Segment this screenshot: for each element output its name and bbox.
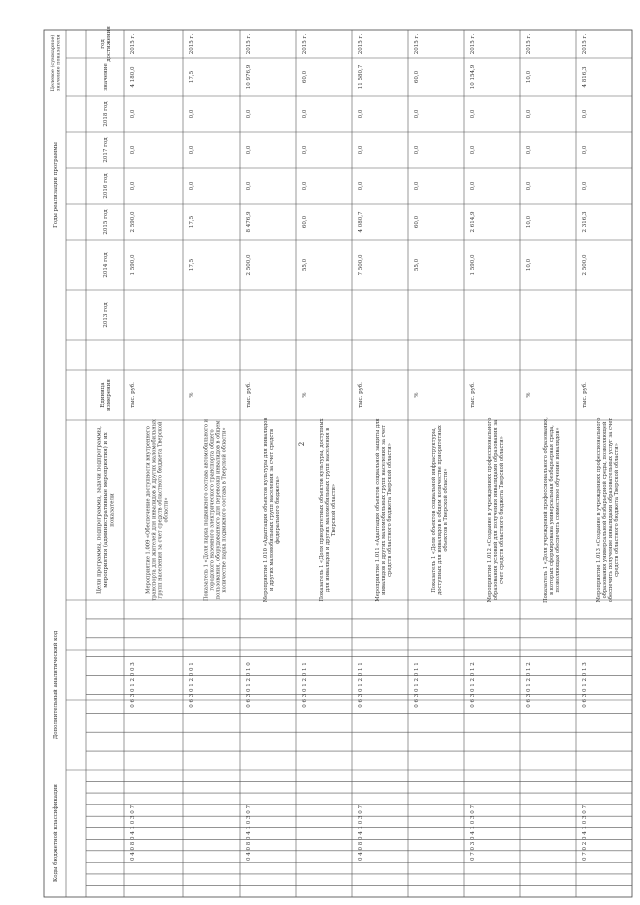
row-target-year: 2015 г. [245, 33, 252, 55]
row-value-2014: 1 590,0 [129, 254, 136, 276]
header-target-value: Целевое (суммарное)значение показателя [49, 34, 62, 92]
row-value-2018: 0,0 [301, 109, 308, 119]
row-analytic-code: 0 6 3 0 1 2 0 0 3 [129, 662, 136, 708]
header-year-2015: 2015 год [102, 209, 109, 235]
row-value-2015: 17,5 [188, 215, 195, 229]
row-value-2015: 4 080,7 [357, 211, 364, 233]
row-value-2014: 2 500,0 [581, 254, 588, 276]
row-value-2016: 0,0 [129, 181, 136, 191]
header-program-period: Годы реализации программы [52, 142, 59, 228]
row-analytic-code: 0 6 3 0 1 2 0 1 0 [245, 662, 252, 708]
header-program-goals: Цели программы, подпрограммы, задачи подпрограммы,мероприятия (административные мероприятия) и ихпоказатели [96, 426, 116, 594]
row-value-2016: 0,0 [469, 181, 476, 191]
row-value-2015: 10,0 [525, 215, 532, 229]
row-value-2017: 0,0 [188, 145, 195, 155]
row-value-2014: 17,5 [188, 258, 195, 272]
row-unit: тыс. руб. [245, 382, 252, 408]
row-description: Мероприятие 1.010 «Адаптация объектов культуры для инвалидови других маломобильных групп населения за счет средствфедерального бюджета» [262, 417, 281, 603]
row-unit: тыс. руб. [357, 382, 364, 408]
header-budget-codes: Коды бюджетной классификации [52, 784, 59, 882]
row-description: Мероприятие 1.009 «Обеспечение доступности внутреннеготранспорта для жителей для инвалидов и других маломобильныхгрупп населения за счет средств областного бюджета Тверскойобласти» [145, 419, 170, 601]
row-target-value: 11 580,7 [357, 64, 364, 90]
row-analytic-code: 0 6 3 0 1 2 0 1 2 [525, 662, 532, 708]
row-value-2018: 0,0 [525, 109, 532, 119]
header-year-2013: 2013 год [102, 302, 109, 328]
row-value-2016: 0,0 [525, 181, 532, 191]
row-value-2018: 0,0 [413, 109, 420, 119]
header-unit: Единицаизмерения [99, 379, 113, 411]
row-target-year: 2015 г. [581, 33, 588, 55]
row-target-year: 2015 г. [413, 33, 420, 55]
row-unit: % [525, 392, 532, 398]
row-value-2016: 0,0 [581, 181, 588, 191]
row-target-value: 4 816,3 [581, 66, 588, 88]
row-value-2014: 10,0 [525, 258, 532, 272]
page-number: 2 [298, 441, 307, 447]
row-value-2017: 0,0 [357, 145, 364, 155]
row-value-2015: 2 590,0 [129, 211, 136, 233]
row-description: Мероприятие 1.012 «Создание в учреждениях профессиональногообразования условий для получения инвалидами образования засчет средств областного бюджета Тверской области» [486, 417, 505, 603]
header-analytic-code: Дополнительный аналитический код [52, 630, 59, 740]
row-analytic-code: 0 6 3 0 1 2 0 1 1 [357, 662, 364, 708]
row-value-2017: 0,0 [301, 145, 308, 155]
row-value-2016: 0,0 [188, 181, 195, 191]
row-budget-codes: 0 4 0 8 0 4 1 0 3 0 7 [245, 805, 252, 861]
row-analytic-code: 0 6 3 0 1 2 0 1 2 [469, 662, 476, 708]
row-unit: тыс. руб. [469, 382, 476, 408]
row-value-2017: 0,0 [129, 145, 136, 155]
row-budget-codes: 0 7 0 2 0 4 1 0 3 0 7 [581, 805, 588, 861]
row-target-year: 2015 г. [357, 33, 364, 55]
row-description: Показатель 1 «Доля объектов социальной инфраструктуры,доступных для инвалидов в общем количестве приоритетныхобъектов в Тверской области» [430, 425, 449, 595]
row-value-2017: 0,0 [469, 145, 476, 155]
row-unit: тыс. руб. [581, 382, 588, 408]
row-analytic-code: 0 6 3 0 1 2 0 0 1 [188, 662, 195, 708]
row-target-value: 10,0 [525, 70, 532, 84]
row-target-value: 60,0 [301, 70, 308, 84]
row-value-2016: 0,0 [245, 181, 252, 191]
row-value-2017: 0,0 [581, 145, 588, 155]
row-target-value: 4 180,0 [129, 66, 136, 88]
row-unit: % [413, 392, 420, 398]
row-value-2014: 55,0 [301, 258, 308, 272]
header-year-2016: 2016 год [102, 173, 109, 199]
row-value-2017: 0,0 [413, 145, 420, 155]
row-description: Показатель 1 «Доля приоритетных объектов культуры, доступныхдля инвалидов и других маломобильных групп населения вТверской области» [318, 418, 337, 602]
header-year-2018: 2018 год [102, 101, 109, 127]
header-year-2017: 2017 год [102, 137, 109, 163]
row-target-value: 10 154,9 [469, 64, 476, 90]
row-budget-codes: 0 7 0 3 0 4 1 0 3 0 7 [469, 805, 476, 861]
row-analytic-code: 0 6 3 0 1 2 0 1 3 [581, 662, 588, 708]
row-description: Показатель 1 «Доля учреждений профессионального образования,в которых сформирована универсальная безбарьерная среда,позволяющая обеспечить совместное обучение инвалидов» [542, 417, 561, 603]
row-value-2018: 0,0 [357, 109, 364, 119]
row-analytic-code: 0 6 3 0 1 2 0 1 1 [301, 662, 308, 708]
row-value-2015: 8 476,9 [245, 211, 252, 233]
row-value-2014: 55,0 [413, 258, 420, 272]
row-target-year: 2015 г. [525, 33, 532, 55]
row-unit: % [188, 392, 195, 398]
row-value-2016: 0,0 [301, 181, 308, 191]
row-budget-codes: 0 4 0 8 0 4 1 0 3 0 7 [357, 805, 364, 861]
row-description: Показатель 1 «Доля парка подвижного состава автомобильного игородского наземного электрического транспорта общегопользования, оборудованного для перевозки инвалидов в общемколичестве парка подвижного состава в Тверской области» [203, 418, 228, 602]
row-target-value: 17,5 [188, 70, 195, 84]
row-budget-codes: 0 4 0 8 0 4 1 0 3 0 7 [129, 805, 136, 861]
row-value-2017: 0,0 [525, 145, 532, 155]
row-value-2016: 0,0 [357, 181, 364, 191]
row-value-2018: 0,0 [188, 109, 195, 119]
row-target-value: 60,0 [413, 70, 420, 84]
row-analytic-code: 0 6 3 0 1 2 0 1 1 [413, 662, 420, 708]
row-unit: тыс. руб. [129, 382, 136, 408]
row-value-2018: 0,0 [581, 109, 588, 119]
header-year-2014: 2014 год [102, 252, 109, 278]
row-value-2014: 1 590,0 [469, 254, 476, 276]
row-value-2015: 60,0 [301, 215, 308, 229]
row-unit: % [301, 392, 308, 398]
row-target-value: 10 976,9 [245, 64, 252, 90]
row-value-2016: 0,0 [413, 181, 420, 191]
row-value-2018: 0,0 [245, 109, 252, 119]
row-target-year: 2015 г. [469, 33, 476, 55]
row-value-2015: 60,0 [413, 215, 420, 229]
row-value-2018: 0,0 [469, 109, 476, 119]
header-achieve-year: годдостижения [99, 26, 113, 62]
row-description: Мероприятие 1.013 «Создание в учреждениях профессиональногообразования универсальной безбарьерной среды, позволяющейобеспечить получение инвалидами образовательных услуг за счетсредств областного бюджета Тверской области» [595, 417, 620, 603]
row-value-2017: 0,0 [245, 145, 252, 155]
row-target-year: 2015 г. [301, 33, 308, 55]
row-value-2015: 2 614,9 [469, 211, 476, 233]
row-target-year: 2015 г. [188, 33, 195, 55]
row-value-2015: 2 316,3 [581, 211, 588, 233]
header-value: значение [102, 63, 109, 91]
row-target-year: 2015 г. [129, 33, 136, 55]
row-value-2018: 0,0 [129, 109, 136, 119]
row-value-2014: 7 500,0 [357, 254, 364, 276]
row-value-2014: 2 500,0 [245, 254, 252, 276]
row-description: Мероприятие 1.011 «Адаптация объектов социальной защиты дляинвалидов и других маломобильных групп населения за счетсредств областного бюджета Тверской области» [374, 418, 393, 602]
